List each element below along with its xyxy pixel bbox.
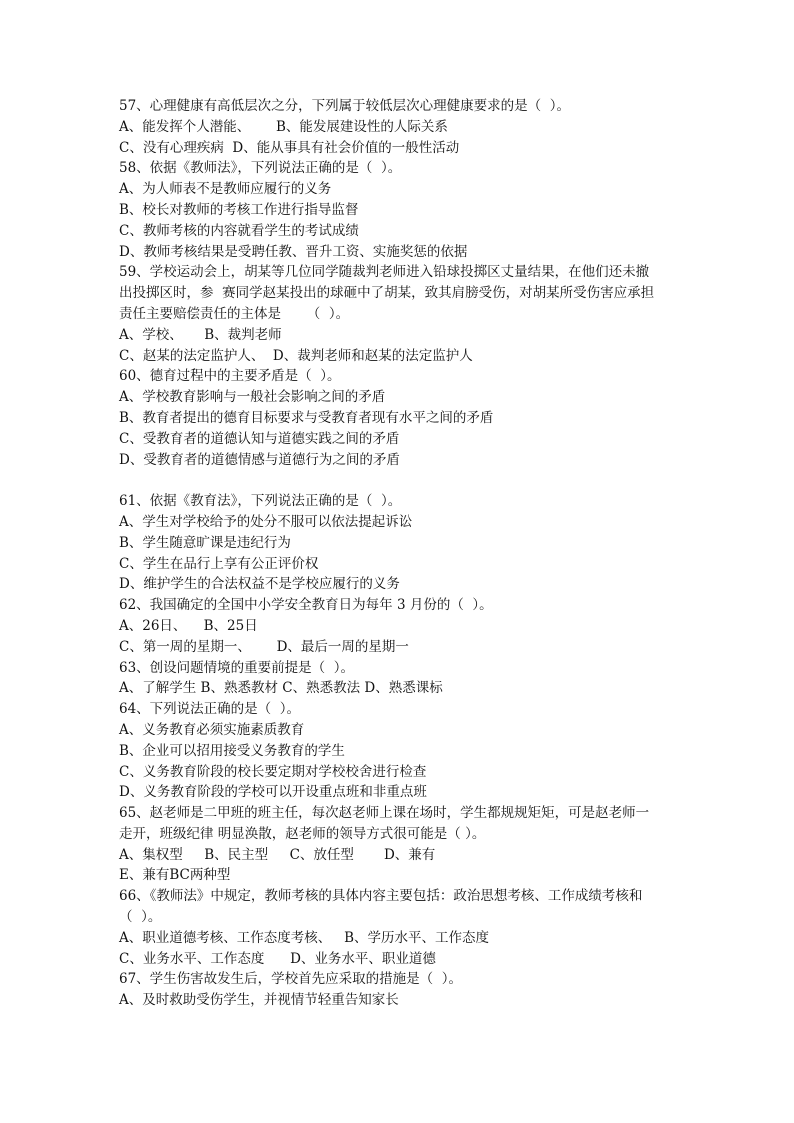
question-58-option-b: B、校长对教师的考核工作进行指导监督	[119, 201, 359, 218]
question-57-stem: 57、心理健康有高低层次之分，下列属于较低层次心理健康要求的是（ ）。	[119, 98, 571, 114]
question-61-option-c: C、学生在品行上享有公正评价权	[119, 555, 319, 572]
question-67-option-a: A、及时救助受伤学生，并视情节轻重告知家长	[119, 992, 399, 1009]
question-60-option-b: B、教育者提出的德育目标要求与受教育者现有水平之间的矛盾	[119, 409, 494, 426]
question-61-option-b: B、学生随意旷课是违纪行为	[119, 534, 291, 551]
question-59-options-cd: C、赵某的法定监护人、 D、裁判老师和赵某的法定监护人	[119, 347, 473, 364]
question-57-options-ab: A、能发挥个人潜能、 B、能发展建设性的人际关系	[119, 118, 448, 135]
question-61-option-d: D、维护学生的合法权益不是学校应履行的义务	[119, 576, 400, 593]
question-64-option-d: D、义务教育阶段的学校可以开设重点班和非重点班	[119, 784, 427, 801]
question-64-stem: 64、下列说法正确的是（ ）。	[119, 701, 301, 718]
question-66-options-ab: A、职业道德考核、工作态度考核、 B、学历水平、工作态度	[119, 929, 490, 946]
question-65-options-abcd: A、集权型 B、民主型 C、放任型 D、兼有	[119, 846, 436, 863]
question-60-option-a: A、学校教育影响与一般社会影响之间的矛盾	[119, 389, 386, 406]
question-62-options-cd: C、第一周的星期一、 D、最后一周的星期一	[119, 638, 409, 655]
question-59-stem-line-3: 责任主要赔偿责任的主体是 （ ）。	[119, 305, 350, 322]
question-58-stem: 58、依据《教师法》，下列说法正确的是（ ）。	[119, 160, 402, 177]
blank-line	[119, 470, 679, 491]
question-58-option-c: C、教师考核的内容就看学生的考试成绩	[119, 222, 359, 239]
question-65-option-e: E、兼有BC两种型	[119, 867, 231, 884]
question-64-option-c: C、义务教育阶段的校长要定期对学校校舍进行检查	[119, 763, 427, 780]
question-66-options-cd: C、业务水平、工作态度 D、业务水平、职业道德	[119, 950, 436, 967]
question-67-stem: 67、学生伤害故发生后，学校首先应采取的措施是（ ）。	[119, 971, 463, 988]
question-65-stem-line-2: 走开，班级纪律 明显涣散，赵老师的领导方式很可能是（ ）。	[119, 825, 486, 842]
question-60-option-d: D、受教育者的道德情感与道德行为之间的矛盾	[119, 451, 400, 468]
question-61-stem: 61、依据《教育法》，下列说法正确的是（ ）。	[119, 493, 402, 510]
question-57-options-cd: C、没有心理疾病 D、能从事具有社会价值的一般性活动	[119, 139, 460, 156]
question-61-option-a: A、学生对学校给予的处分不服可以依法提起诉讼	[119, 513, 413, 530]
question-58-option-a: A、为人师表不是教师应履行的义务	[119, 181, 332, 198]
question-59-stem-line-1: 59、学校运动会上，胡某等几位同学随裁判老师进入铅球投掷区丈量结果，在他们还未撤	[119, 264, 650, 281]
question-66-stem-line-2: （ ）。	[119, 909, 162, 926]
question-65-stem-line-1: 65、赵老师是二甲班的班主任，每次赵老师上课在场时，学生都规规矩矩，可是赵老师一	[119, 805, 650, 822]
question-60-option-c: C、受教育者的道德认知与道德实践之间的矛盾	[119, 430, 400, 447]
question-60-stem: 60、德育过程中的主要矛盾是（ ）。	[119, 368, 341, 385]
question-66-stem-line-1: 66、《教师法》中规定，教师考核的具体内容主要包括：政治思想考核、工作成绩考核和	[119, 888, 643, 905]
question-62-stem: 62、我国确定的全国中小学安全教育日为每年 3 月份的（ ）。	[119, 597, 493, 614]
question-63-options: A、了解学生 B、熟悉教材 C、熟悉教法 D、熟悉课标	[119, 680, 443, 697]
question-59-options-ab: A、学校、 B、裁判老师	[119, 326, 282, 343]
question-58-option-d: D、教师考核结果是受聘任教、晋升工资、实施奖惩的依据	[119, 243, 468, 260]
question-63-stem: 63、创设问题情境的重要前提是（ ）。	[119, 659, 355, 676]
question-64-option-b: B、企业可以招用接受义务教育的学生	[119, 742, 345, 759]
question-64-option-a: A、义务教育必须实施素质教育	[119, 721, 305, 738]
question-59-stem-line-2: 出投掷区时，参 赛同学赵某投出的球砸中了胡某，致其肩膀受伤，对胡某所受伤害应承担	[119, 285, 655, 302]
question-62-options-ab: A、26日、 B、25日	[119, 617, 258, 634]
document-body	[119, 96, 679, 1011]
